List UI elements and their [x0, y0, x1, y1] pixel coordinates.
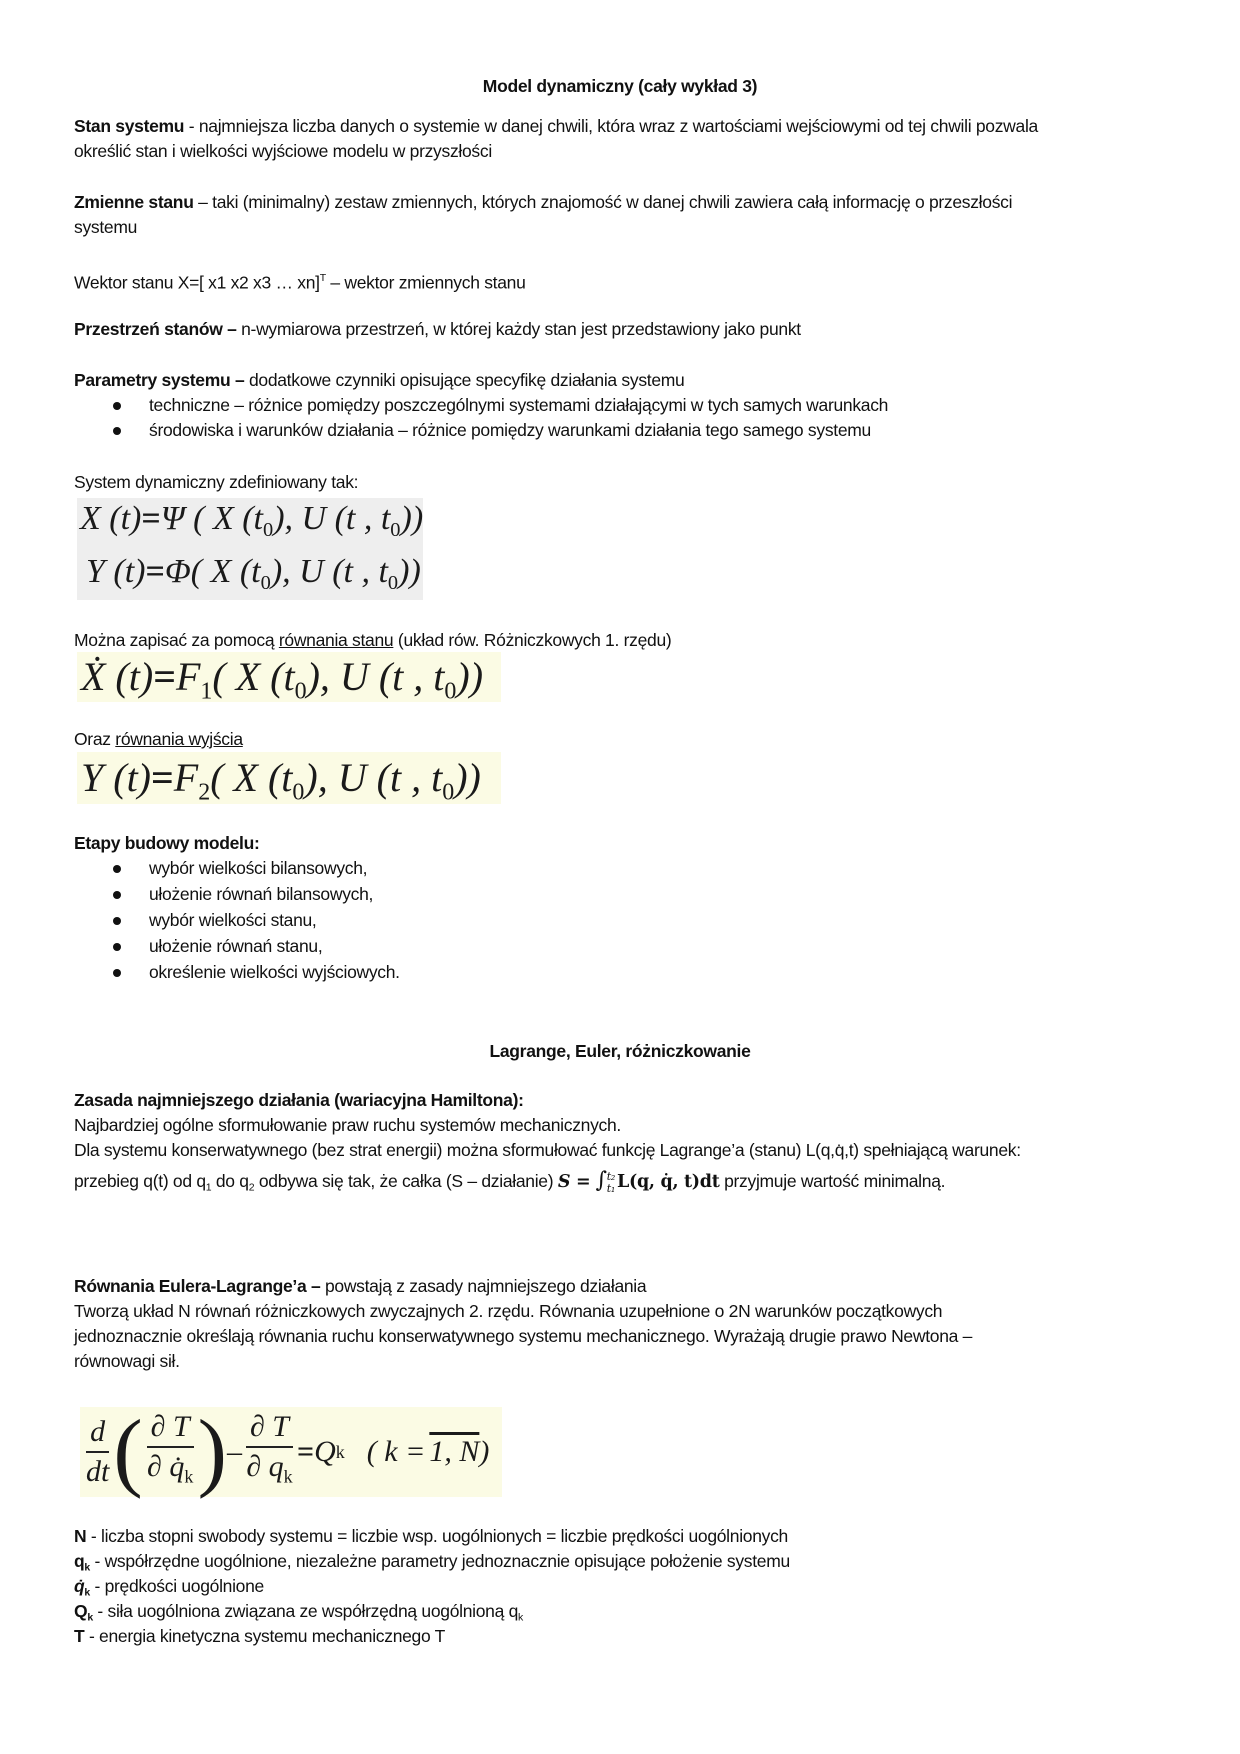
euler-lagrange-line: Tworzą układ N równań różniczkowych zwyczajnych 2. rzędu. Równania uzupełnione o 2N warunków początkowych [74, 1301, 943, 1321]
euler-lagrange-heading: Równania Eulera-Lagrange’a – powstają z zasady najmniejszego działania [74, 1276, 647, 1296]
euler-lagrange-line: równowagi sił. [74, 1351, 180, 1371]
legend-item-N: N - liczba stopni swobody systemu = liczbie wsp. uogólnionych = liczbie prędkości uogólnionych [74, 1526, 788, 1546]
definition-zmienne-stanu-cont: systemu [74, 217, 138, 237]
definition-wektor-stanu: Wektor stanu X=[ x1 x2 x3 … xn]$^T$ – wektor zmiennych stanu [74, 272, 526, 293]
definition-stan-systemu: Stan systemu - najmniejsza liczba danych o systemie w danej chwili, która wraz z wartościami wejściowymi od tej chwili pozwala [74, 116, 1038, 136]
formula-euler-lagrange: $\frac{d}{dt}$ ( $\frac{\partial T}{\partial q̇_k}$ ) – $\frac{\partial T}{\partial q_k}$ = Q k ( k = 1, N ) [80, 1407, 502, 1497]
legend-item-qk: $q_k$ - współrzędne uogólnione, niezależne parametry jednoznacznie opisujące położenie systemu [74, 1551, 790, 1574]
formula-system-dynamiczny [77, 498, 423, 600]
term: Stan systemu [74, 116, 185, 136]
list-item: wybór wielkości stanu, [149, 910, 317, 930]
definition-zmienne-stanu: Zmienne stanu – taki (minimalny) zestaw zmiennych, których znajomość w danej chwili zawiera całą informację o przeszłości [74, 192, 1013, 212]
euler-lagrange-line: jednoznacznie określają równania ruchu konserwatywnego systemu mechanicznego. Wyrażają drugie prawo Newtona – [74, 1326, 973, 1346]
zasada-line: Dla systemu konserwatywnego (bez strat energii) można sformułować funkcję Lagrange’a (stanu) L(q,q̇,t) spełniającą warunek: [74, 1140, 1021, 1160]
equation-y: Y (t)=Φ( X $(t_0)$, U (t , $t_0$)) [86, 553, 421, 595]
formula-rownanie-wyjscia: Y $(t)=F_2$( X $(t_0)$, U (t , $t_0$)) [77, 752, 501, 804]
legend-item-T: T - energia kinetyczna systemu mechanicznego T [74, 1626, 446, 1646]
list-item: ułożenie równań stanu, [149, 936, 323, 956]
bullet-icon [113, 891, 121, 899]
rownanie-stanu-text: Można zapisać za pomocą równania stanu (układ rów. Różniczkowych 1. rzędu) [74, 630, 672, 650]
page-title: Model dynamiczny (cały wykład 3) [482, 76, 758, 96]
zasada-line: Najbardziej ogólne sformułowanie praw ruchu systemów mechanicznych. [74, 1115, 621, 1135]
term: Parametry systemu – [74, 370, 245, 390]
rownanie-wyjscia-term: równania wyjścia [115, 729, 243, 749]
equation-x: X (t)=Ψ ( X $(t_0)$, U (t , $t_0$)) [80, 500, 424, 542]
bullet-icon [113, 917, 121, 925]
section-title: Lagrange, Euler, różniczkowanie [489, 1041, 751, 1061]
system-dynamiczny-label: System dynamiczny zdefiniowany tak: [74, 472, 359, 492]
definition-parametry-systemu: Parametry systemu – dodatkowe czynniki opisujące specyfikę działania systemu [74, 370, 685, 390]
zasada-line: przebieg q(t) od $q_1$ do $q_2$ odbywa się tak, że całka (S – działanie) S = ∫ t₂ t₁ L(q, q̇, t)dt przyjmuje wartość minimalną. [74, 1168, 946, 1195]
definition-stan-systemu-cont: określić stan i wielkości wyjściowe modelu w przyszłości [74, 141, 492, 161]
term: Przestrzeń stanów – [74, 319, 237, 339]
list-item: środowiska i warunków działania – różnice pomiędzy warunkami działania tego samego systemu [149, 420, 871, 440]
bullet-icon [113, 865, 121, 873]
fraction-dT-dqdot: $\frac{\partial T}{\partial q̇_k}$ [147, 1410, 194, 1487]
etapy-heading: Etapy budowy modelu: [74, 833, 260, 853]
list-item: ułożenie równań bilansowych, [149, 884, 374, 904]
rownanie-stanu-term: równania stanu [278, 630, 394, 650]
list-item: wybór wielkości bilansowych, [149, 858, 368, 878]
fraction-d-dt: $\frac{d}{dt}$ [86, 1415, 110, 1488]
legend-item-qdot-k: $q̇_k$ - prędkości uogólnione [74, 1576, 264, 1599]
list-item: techniczne – różnice pomiędzy poszczególnymi systemami działającymi w tych samych warunkach [149, 395, 889, 415]
legend-item-Qk: $Q_k$ - siła uogólniona związana ze współrzędną uogólnioną $q_k$ [74, 1601, 523, 1624]
bullet-icon [113, 943, 121, 951]
bullet-icon [113, 427, 121, 435]
bullet-icon [113, 969, 121, 977]
rownanie-wyjscia-text: Oraz równania wyjścia [74, 729, 243, 749]
term: Równania Eulera-Lagrange’a – [74, 1276, 321, 1296]
definition-przestrzen-stanow: Przestrzeń stanów – n-wymiarowa przestrzeń, w której każdy stan jest przedstawiony jako punkt [74, 319, 801, 339]
action-integral: S = ∫ t₂ t₁ L(q, q̇, t)dt [557, 1168, 720, 1195]
term: Zmienne stanu [74, 192, 194, 212]
fraction-dT-dq: $\frac{\partial T}{\partial q_k}$ [246, 1410, 293, 1487]
list-item: określenie wielkości wyjściowych. [149, 962, 400, 982]
formula-rownanie-stanu: Ẋ $(t)=F_1$( X $(t_0)$, U (t , $t_0$)) [77, 652, 501, 702]
bullet-icon [113, 402, 121, 410]
zasada-heading: Zasada najmniejszego działania (wariacyjna Hamiltona): [74, 1090, 524, 1110]
